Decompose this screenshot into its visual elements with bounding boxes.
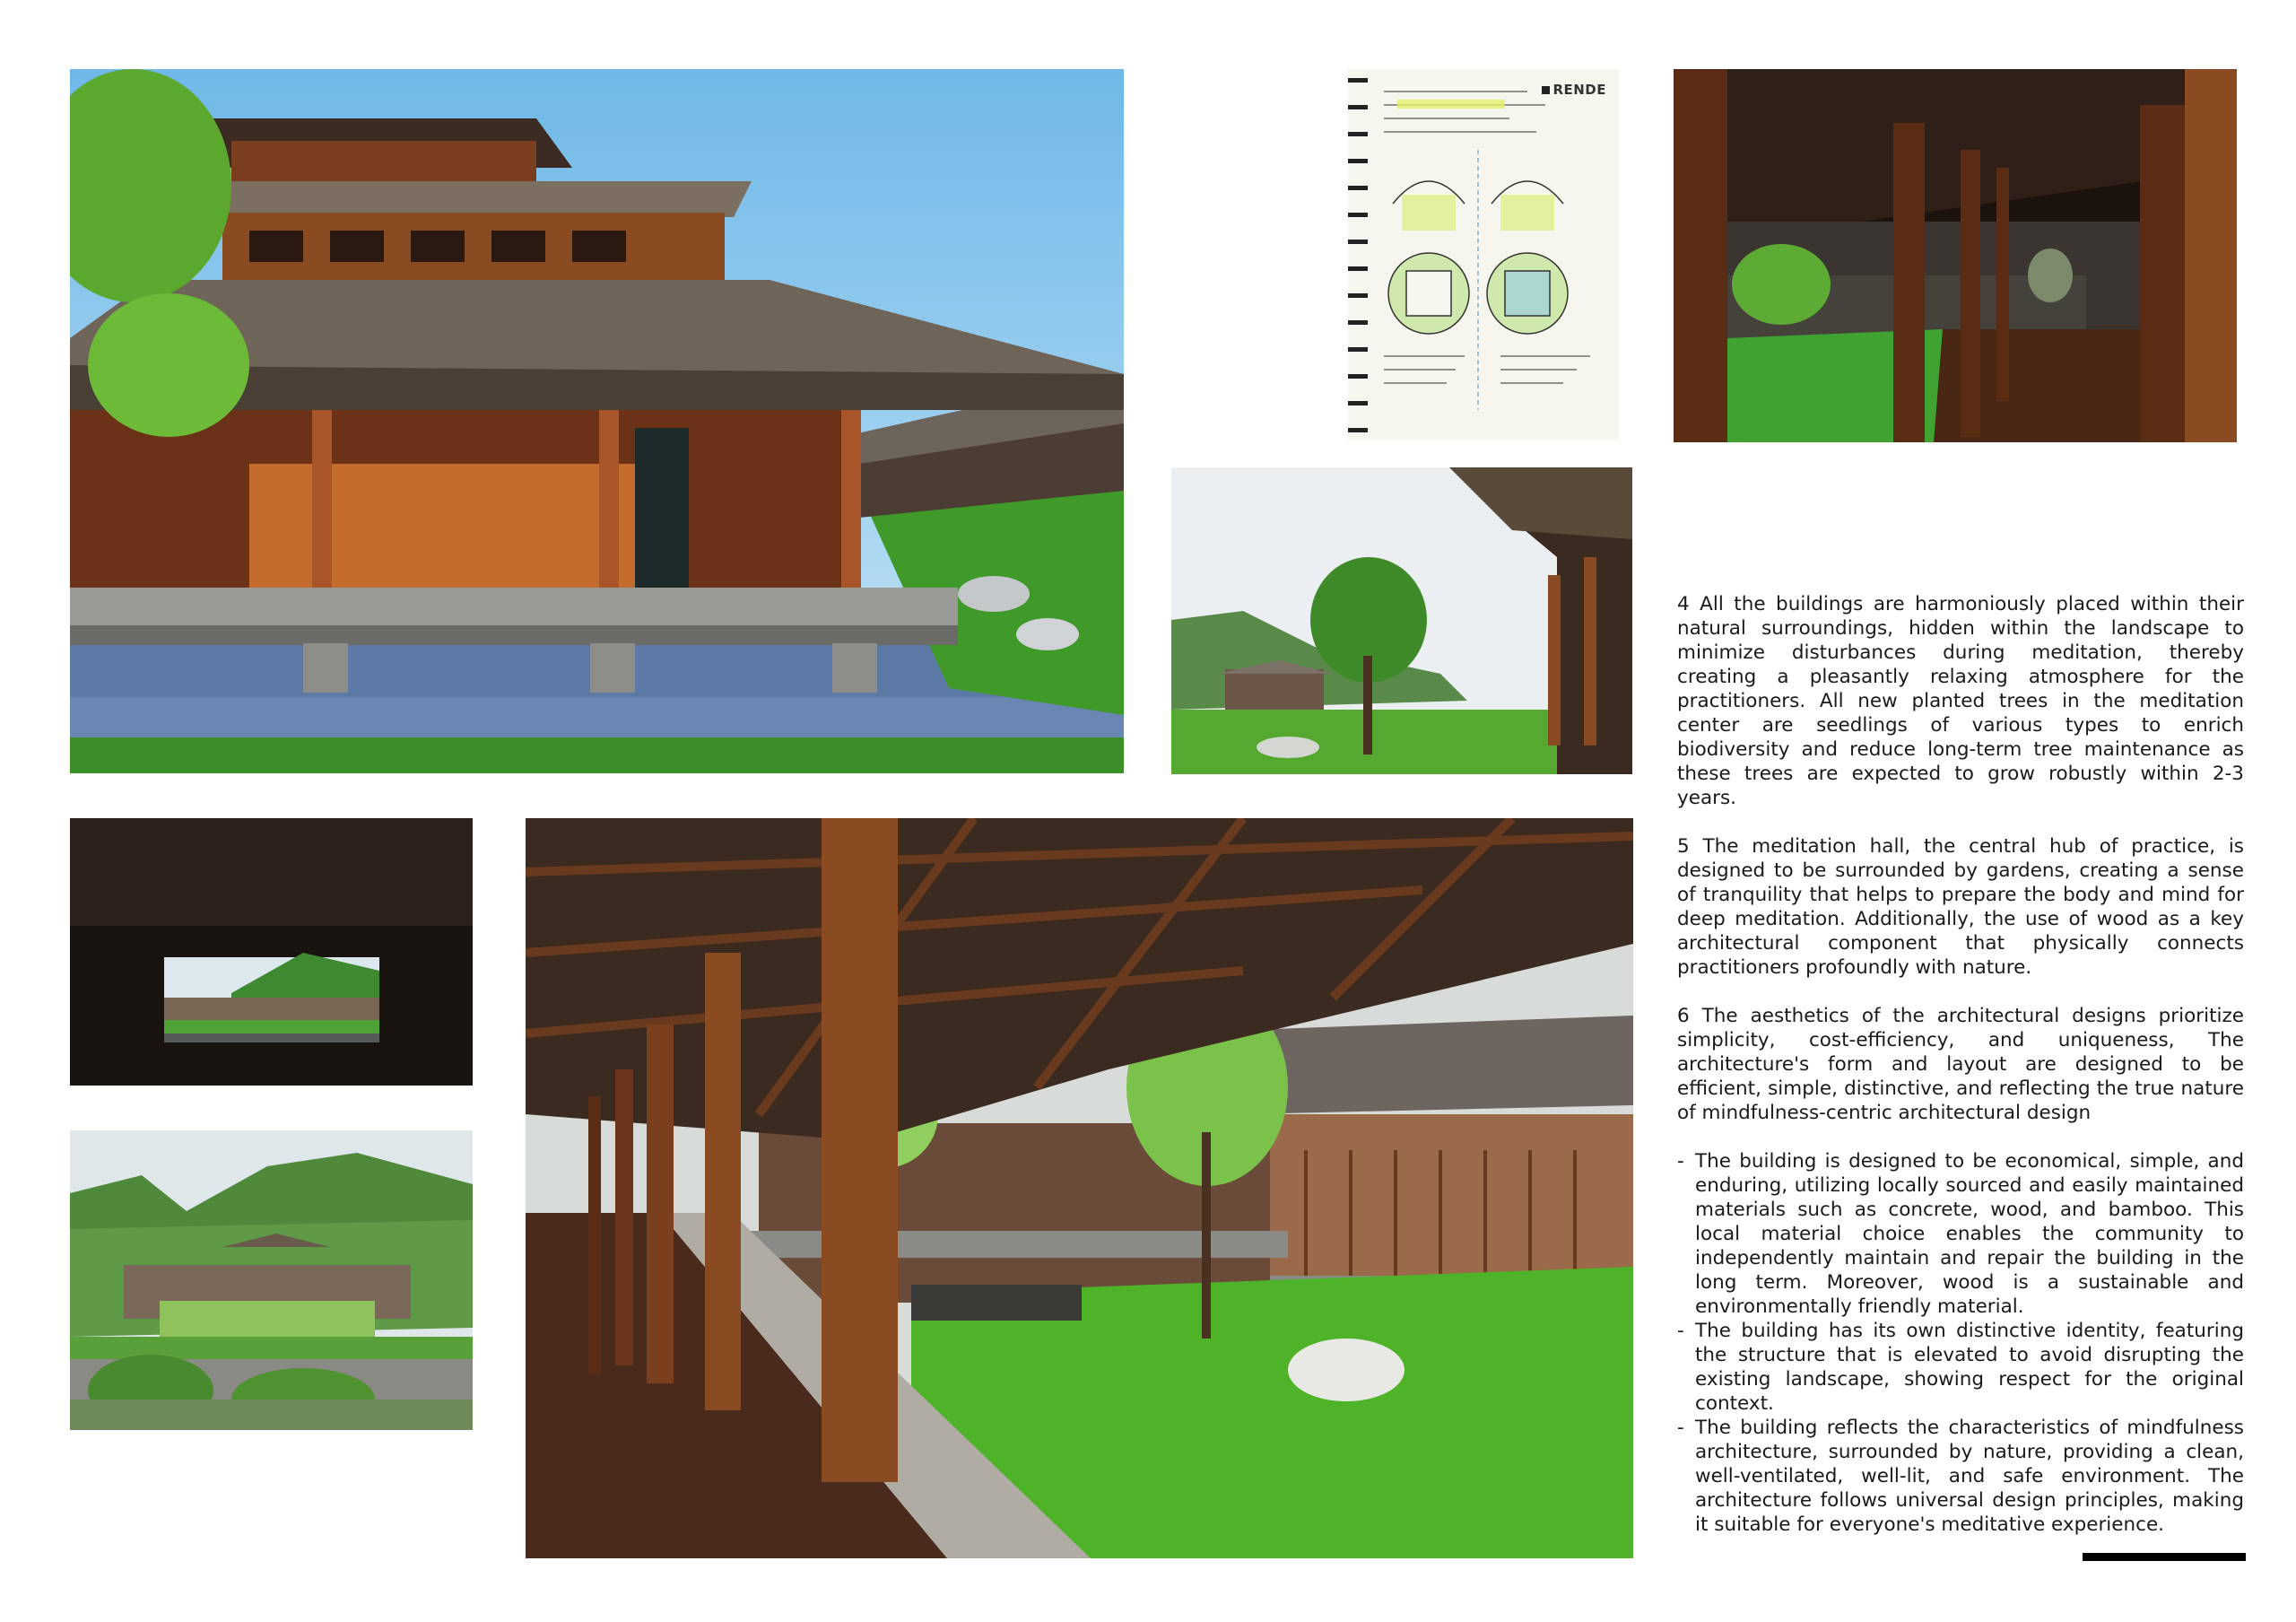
- description-text: [1677, 592, 2244, 1537]
- photo-corridor: [1674, 69, 2237, 442]
- footer-bar: [2083, 1553, 2246, 1561]
- list-item: - The building reflects the characteristics of mindfulness architecture, surrounded by nature, providing a clean, well-ventilated, well-lit, and safe environment. The architecture follows universal design principles, making it suitable for everyone's meditative experience.: [1677, 1416, 2244, 1537]
- photo-courtyard-veranda: [526, 818, 1633, 1558]
- photo-framed-view: [70, 818, 473, 1086]
- photo-sketch-drawing: [1348, 69, 1619, 440]
- photo-meditation-hall: [70, 69, 1124, 773]
- list-item: - The building is designed to be economical, simple, and enduring, utilizing locally sourced and easily maintained materials such as concrete, wood, and bamboo. This local material choice enables the community to independently maintain and repair the building in the long term. Moreover, wood is a sustainable and environmentally friendly material.: [1677, 1149, 2244, 1319]
- photo-aerial-view: [70, 1130, 473, 1430]
- paragraph-4: 4 All the buildings are harmoniously placed within their natural surroundings, hidden within the landscape to minimize disturbances during meditation, thereby creating a pleasantly relaxing atmosphere for the practitioners. All new planted trees in the meditation center are seedlings of various types to enrich biodiversity and reduce long-term tree maintenance as these trees are expected to grow robustly within 2-3 years.: [1677, 593, 2244, 809]
- logo-square-icon: [1542, 86, 1550, 94]
- paragraph-5: 5 The meditation hall, the central hub of practice, is designed to be surrounded by gardens, creating a sense of tranquility that helps to prepare the body and mind for deep meditation. Additionally, the use of wood as a key architectural component that physically connects practitioners profoundly with nature.: [1677, 835, 2244, 979]
- feature-list: [1677, 1149, 2244, 1537]
- list-item: - The building has its own distinctive identity, featuring the structure that is elevated to avoid disrupting the existing landscape, showing respect for the original context.: [1677, 1319, 2244, 1416]
- paragraph-6: 6 The aesthetics of the architectural designs prioritize simplicity, cost-efficiency, and uniqueness, The architecture's form and layout are designed to be efficient, simple, distinctive, and reflecting the true nature of mindfulness-centric architectural design: [1677, 1005, 2244, 1124]
- photo-tree-landscape: [1171, 467, 1632, 774]
- sketch-logo: RENDE: [1542, 82, 1606, 98]
